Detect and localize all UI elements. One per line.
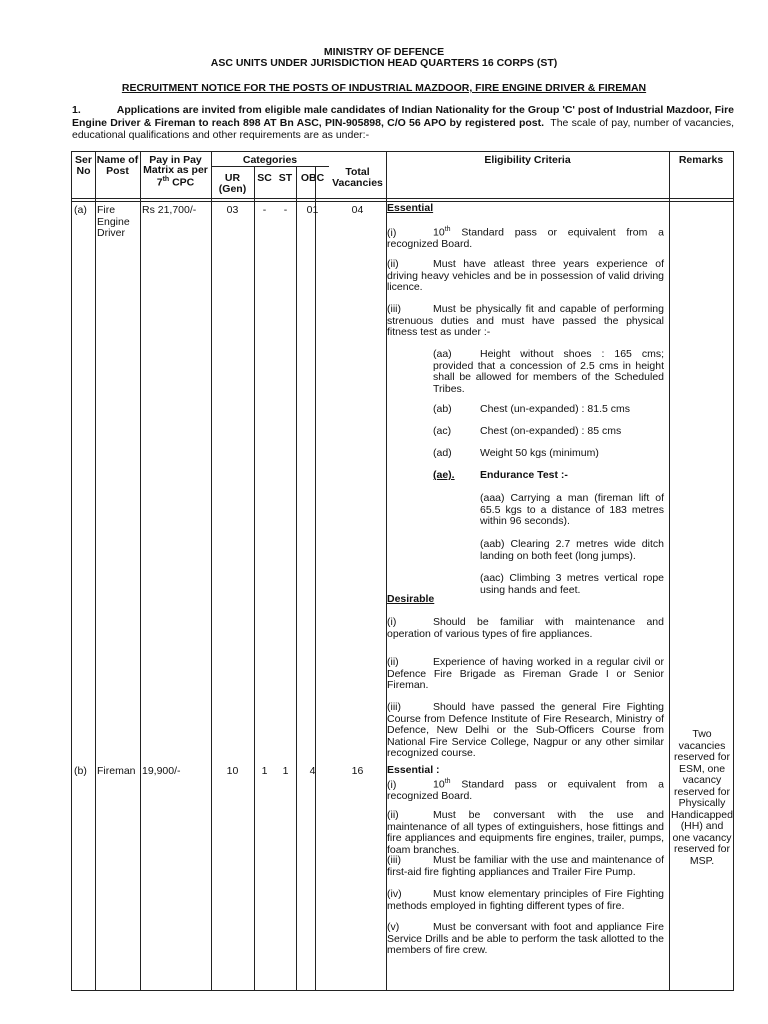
elig-a-e2-text: Must have atleast three years experience of driving heavy vehicles and be in possession of valid driving licence. <box>387 258 664 293</box>
elig-a-ae-text: Endurance Test :- <box>480 469 568 481</box>
row-b-ser: (b) <box>74 765 87 777</box>
header-eligibility: Eligibility Criteria <box>484 154 571 166</box>
intro-rest: The scale of pay, number of vacancies, educational qualifications and other requirements are as under:- <box>72 116 734 141</box>
header-st: ST <box>278 172 293 184</box>
header-total: Total Vacancies <box>332 166 383 189</box>
elig-a-ac-label: (ac) <box>433 425 452 437</box>
elig-a-e2-label: (ii) <box>387 258 399 270</box>
row-a-pay: Rs 21,700/- <box>142 204 197 216</box>
header-pay-b: 7 <box>156 176 163 189</box>
elig-b-e1-label: (i) <box>387 778 397 791</box>
row-a-sc: - <box>262 204 267 216</box>
intro-num: 1. <box>72 104 81 116</box>
elig-b-e4-label: (iv) <box>387 888 402 900</box>
header-remarks: Remarks <box>678 154 724 166</box>
header-pay-a: Pay in Pay Matrix as per <box>143 154 208 176</box>
elig-b-e2-text: Must be conversant with the use and maintenance of all types of extinguishers, hose fittings and fire appliances and equipments fire engines, trailer, pumps, foam branches. <box>387 809 664 856</box>
remarks-text: Two vacancies reserved for ESM, one vacancy reserved for Physically Handicapped (HH) and one vacancy reserved for MSP. <box>671 728 733 867</box>
elig-a-d2-text: Experience of having worked in a regular civil or Defence Fire Brigade as Fireman Grade I or Senior Fireman. <box>387 656 664 691</box>
elig-a-desirable-heading: Desirable <box>387 593 435 605</box>
elig-b-e1-text: Standard pass or equivalent from a recognized Board. <box>387 778 664 802</box>
units-title: ASC UNITS UNDER JURISDICTION HEAD QUARTERS 16 CORPS (ST) <box>210 57 558 69</box>
elig-a-aa-text: Height without shoes : 165 cms; provided that a concession of 2.5 cms in height shall be allowed for members of the Scheduled Tribes. <box>433 348 664 395</box>
row-a-obc: 01 <box>306 204 319 216</box>
elig-b-e3-text: Must be familiar with the use and maintenance of first-aid fire fighting appliances and Trailer Fire Pump. <box>387 854 664 878</box>
elig-a-aaa: (aaa) Carrying a man (fireman lift of 65.5 kgs to a distance of 183 metres within 96 seconds). <box>480 492 664 527</box>
elig-b-essential-1 <box>387 776 664 803</box>
header-pay-sup: th <box>162 176 170 183</box>
elig-b-essential-5 <box>387 922 664 957</box>
elig-a-desirable-1 <box>387 617 664 640</box>
elig-b-e5-label: (v) <box>387 921 400 933</box>
row-b-obc: 4 <box>309 765 316 777</box>
elig-a-ab-text: Chest (un-expanded) : 81.5 cms <box>480 403 630 415</box>
elig-a-desirable-3 <box>387 702 664 760</box>
row-a-ser: (a) <box>74 204 87 216</box>
vacancy-table <box>71 151 734 991</box>
elig-a-ab-label: (ab) <box>433 403 452 415</box>
elig-a-desirable-2 <box>387 657 664 692</box>
header-pay-c: CPC <box>172 176 195 189</box>
elig-b-essential-4 <box>387 889 664 912</box>
elig-a-e1-sup: th <box>444 226 451 233</box>
elig-b-essential-2 <box>387 810 664 856</box>
elig-b-e3-label: (iii) <box>387 854 401 866</box>
elig-b-e4-text: Must know elementary principles of Fire Fighting methods employed in fighting different types of fire. <box>387 888 664 912</box>
elig-a-aac: (aac) Climbing 3 metres vertical rope using hands and feet. <box>480 572 664 596</box>
row-b-post: Fireman <box>97 765 136 777</box>
header-ur: UR (Gen) <box>218 172 247 195</box>
header-obc: OBC <box>300 172 325 184</box>
row-b-total: 16 <box>351 765 364 777</box>
row-b-pay: 19,900/- <box>142 765 181 777</box>
elig-a-e1-pre: 10 <box>433 226 445 239</box>
elig-a-d1-text: Should be familiar with maintenance and operation of various types of fire appliances. <box>387 616 664 640</box>
elig-a-essential-1 <box>387 224 664 251</box>
intro-paragraph <box>72 104 734 142</box>
elig-a-essential-2 <box>387 259 664 294</box>
elig-a-d3-text: Should have passed the general Fire Fighting Course from Defence Institute of Fire Research, Ministry of Defence, New Delhi or the Sub-Officers Course from National Fire Service College, Nagpur or any other similar recognized course. <box>387 701 664 759</box>
elig-a-d3-label: (iii) <box>387 701 401 713</box>
intro-bold: Applications are invited from eligible male candidates of Indian Nationality for the Group 'C' post of Industrial Mazdoor, Fire Engine Driver & Fireman to reach 898 AT Bn ASC, PIN-905898, C/O 56 APO by registered post. <box>72 104 734 129</box>
row-a-st: - <box>283 204 288 216</box>
elig-b-e1-pre: 10 <box>433 778 445 791</box>
header-sc: SC <box>257 172 272 184</box>
row-b-ur: 10 <box>226 765 239 777</box>
elig-a-aab: (aab) Clearing 2.7 metres wide ditch landing on both feet (long jumps). <box>480 538 664 562</box>
elig-a-e3-label: (iii) <box>387 303 401 315</box>
header-ser-no: Ser No <box>75 154 92 177</box>
elig-b-e5-text: Must be conversant with foot and appliance Fire Service Drills and be able to perform the task allotted to the members of fire crew. <box>387 921 664 956</box>
row-a-total: 04 <box>351 204 364 216</box>
elig-a-ac-text: Chest (on-expanded) : 85 cms <box>480 425 622 437</box>
row-a-post: Fire Engine Driver <box>97 204 130 239</box>
elig-a-e1-text: Standard pass or equivalent from a recognized Board. <box>387 226 664 250</box>
ministry-title: MINISTRY OF DEFENCE <box>323 46 445 58</box>
header-categories: Categories <box>242 154 298 166</box>
row-b-st: 1 <box>282 765 289 777</box>
elig-a-ae-label: (ae). <box>433 469 455 481</box>
elig-a-e1-label: (i) <box>387 226 397 239</box>
elig-a-d2-label: (ii) <box>387 656 399 668</box>
elig-b-e1-sup: th <box>444 778 451 785</box>
header-pay <box>140 155 211 188</box>
row-b-sc: 1 <box>261 765 268 777</box>
elig-a-aa-label: (aa) <box>433 348 452 360</box>
row-a-ur: 03 <box>226 204 239 216</box>
elig-b-essential-3 <box>387 855 664 878</box>
elig-a-e3-text: Must be physically fit and capable of performing strenuous duties and must have passed the physical fitness test as under :- <box>387 303 664 338</box>
elig-a-d1-label: (i) <box>387 616 397 628</box>
notice-title: RECRUITMENT NOTICE FOR THE POSTS OF INDUSTRIAL MAZDOOR, FIRE ENGINE DRIVER & FIREMAN <box>121 82 647 94</box>
elig-a-essential-3 <box>387 304 664 339</box>
elig-b-e2-label: (ii) <box>387 809 399 821</box>
elig-a-ad-text: Weight 50 kgs (minimum) <box>480 447 599 459</box>
header-name-of-post: Name of Post <box>96 154 139 177</box>
elig-a-ad-label: (ad) <box>433 447 452 459</box>
elig-a-essential-heading: Essential <box>387 202 434 214</box>
elig-b-essential-heading: Essential : <box>387 764 440 776</box>
